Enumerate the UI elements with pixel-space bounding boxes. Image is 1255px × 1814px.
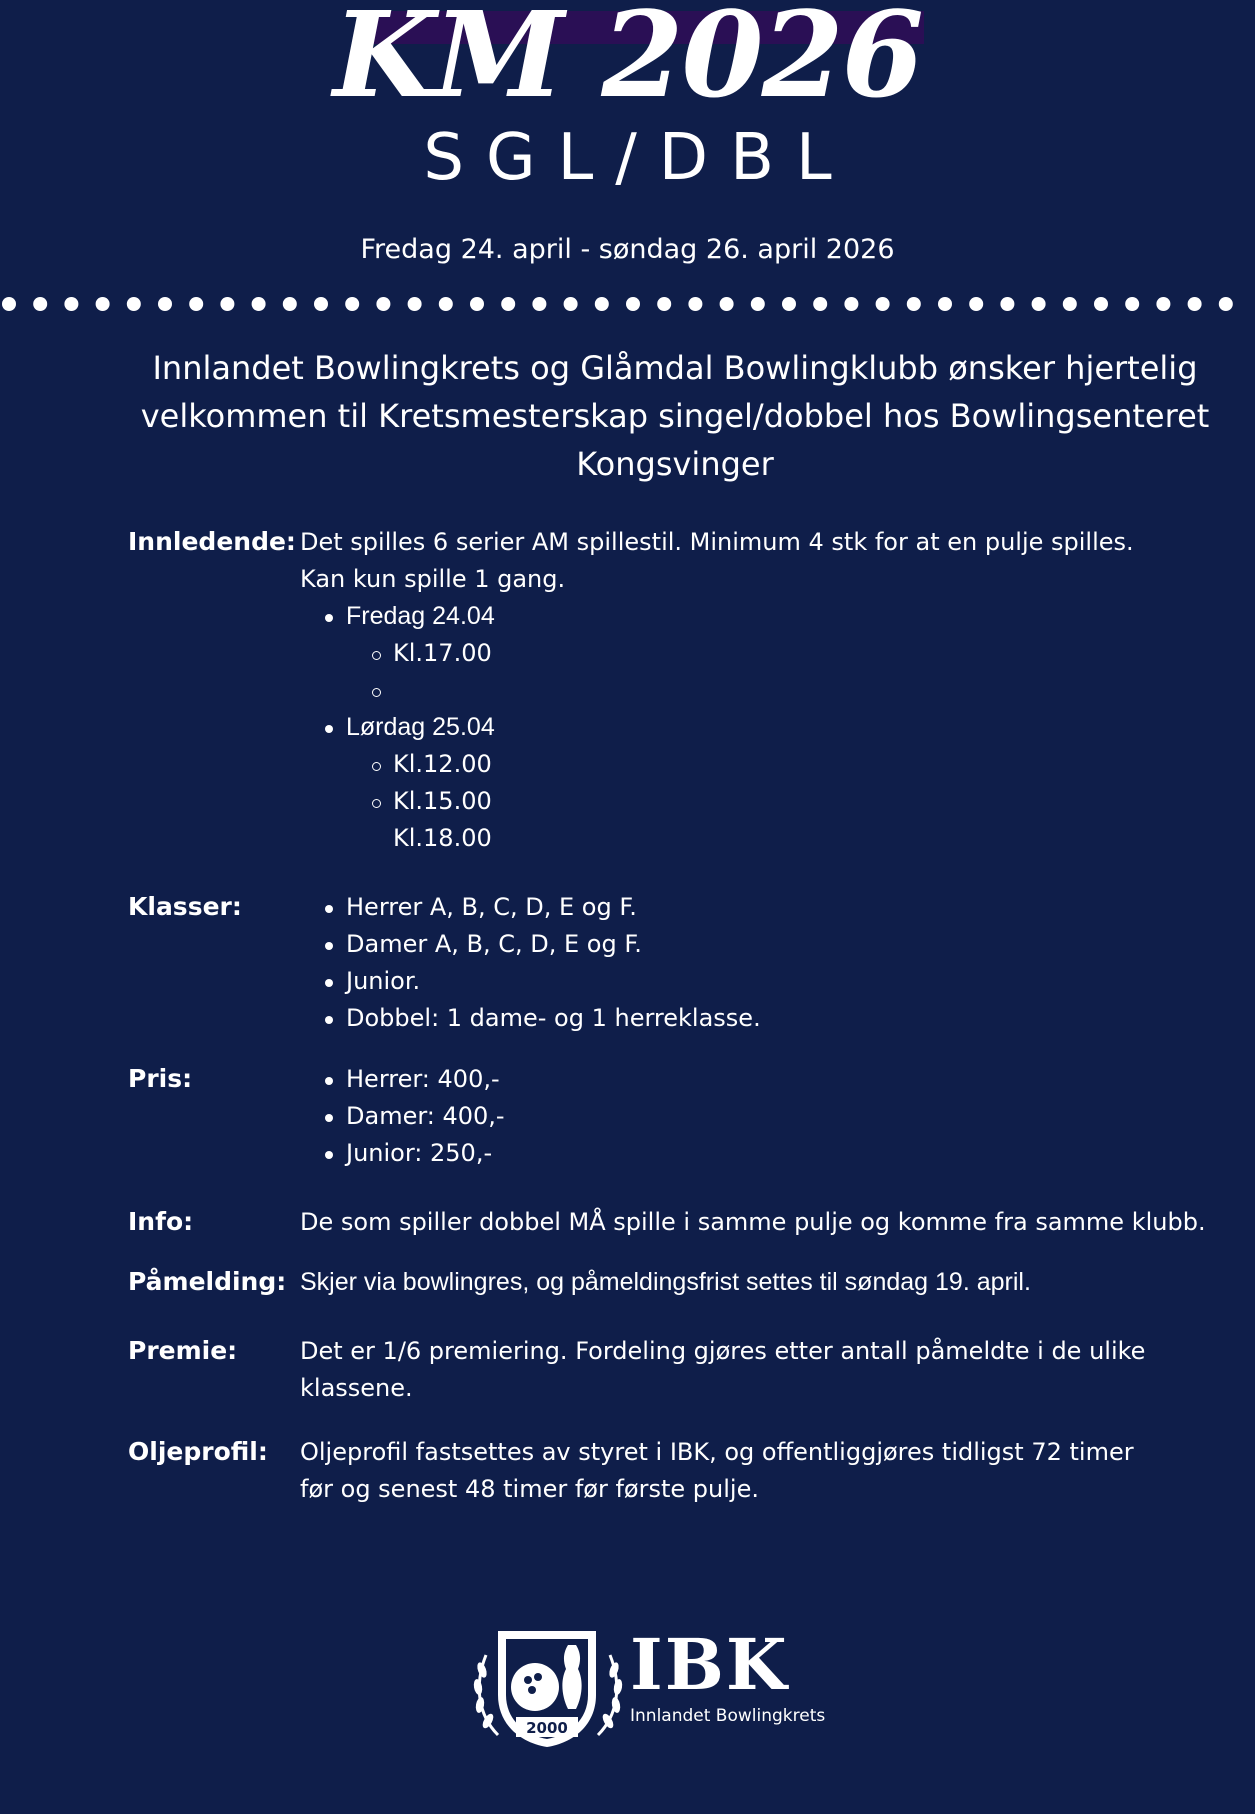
divider-dot bbox=[376, 297, 390, 311]
divider-dot bbox=[252, 297, 266, 311]
time-list bbox=[370, 635, 1225, 709]
list-item: Damer A, B, C, D, E og F. bbox=[322, 926, 1225, 963]
list-item-time: Kl.12.00 bbox=[370, 746, 1225, 783]
divider-dot bbox=[439, 297, 453, 311]
divider-dot bbox=[532, 297, 546, 311]
section-content bbox=[300, 524, 1225, 857]
section-label: Pris: bbox=[128, 1064, 193, 1093]
dot-divider bbox=[0, 294, 1255, 314]
logo-name: IBK bbox=[630, 1623, 789, 1706]
list-item: Junior. bbox=[322, 963, 1225, 1000]
divider-dot bbox=[220, 297, 234, 311]
divider-dot bbox=[813, 297, 827, 311]
klasser-list bbox=[322, 889, 1225, 1037]
divider-dot bbox=[189, 297, 203, 311]
divider-dot bbox=[1188, 297, 1202, 311]
section-label: Info: bbox=[128, 1207, 194, 1236]
divider-dot bbox=[96, 297, 110, 311]
divider-dot bbox=[314, 297, 328, 311]
divider-dot bbox=[688, 297, 702, 311]
schedule-list bbox=[322, 598, 1225, 857]
divider-dot bbox=[283, 297, 297, 311]
ibk-logo bbox=[468, 1625, 828, 1750]
list-item: Damer: 400,- bbox=[322, 1098, 1225, 1135]
intro-text: Innlandet Bowlingkrets og Glåmdal Bowlingklubb ønsker hjertelig velkommen til Kretsmesterskap singel/dobbel hos Bowlingsenteret Kongsvinger bbox=[140, 349, 1210, 483]
divider-dot bbox=[1094, 297, 1108, 311]
event-date: Fredag 24. april - søndag 26. april 2026 bbox=[360, 234, 895, 265]
list-item-time: Kl.15.00 bbox=[370, 783, 1225, 820]
section-content: De som spiller dobbel MÅ spille i samme pulje og komme fra samme klubb. bbox=[300, 1208, 1206, 1236]
divider-dot bbox=[408, 297, 422, 311]
divider-dot bbox=[1125, 297, 1139, 311]
divider-dot bbox=[969, 297, 983, 311]
section-content bbox=[300, 1333, 1225, 1407]
divider-dot bbox=[564, 297, 578, 311]
premie-line-2: klassene. bbox=[300, 1374, 413, 1402]
list-item-time: Kl.18.00 bbox=[393, 824, 492, 852]
divider-dot bbox=[1000, 297, 1014, 311]
divider-dot bbox=[2, 297, 16, 311]
divider-dot bbox=[751, 297, 765, 311]
divider-dot bbox=[345, 297, 359, 311]
page-subtitle: SGL/DBL bbox=[423, 121, 854, 195]
bowling-badge-icon bbox=[468, 1625, 628, 1750]
divider-dot bbox=[657, 297, 671, 311]
list-item: Herrer A, B, C, D, E og F. bbox=[322, 889, 1225, 926]
divider-dot bbox=[876, 297, 890, 311]
list-item-time-empty bbox=[370, 672, 1225, 709]
divider-dot bbox=[1156, 297, 1170, 311]
section-content: Skjer via bowlingres, og påmeldingsfrist settes til søndag 19. april. bbox=[300, 1268, 1031, 1296]
day-label: Lørdag 25.04 bbox=[346, 713, 495, 741]
divider-dot bbox=[782, 297, 796, 311]
section-content bbox=[300, 1061, 1225, 1172]
list-item: Dobbel: 1 dame- og 1 herreklasse. bbox=[322, 1000, 1225, 1037]
section-label: Klasser: bbox=[128, 892, 242, 921]
list-item-day bbox=[322, 709, 1225, 857]
title-block bbox=[0, 0, 1255, 124]
section-label: Oljeprofil: bbox=[128, 1437, 268, 1466]
innledende-line-1: Det spilles 6 serier AM spillestil. Minimum 4 stk for at en pulje spilles. bbox=[300, 528, 1134, 556]
list-item-day bbox=[322, 598, 1225, 709]
divider-dot bbox=[470, 297, 484, 311]
section-label: Påmelding: bbox=[128, 1267, 287, 1296]
list-item-time: Kl.17.00 bbox=[370, 635, 1225, 672]
section-content bbox=[300, 889, 1225, 1037]
divider-dot bbox=[501, 297, 515, 311]
divider-dot bbox=[626, 297, 640, 311]
section-content bbox=[300, 1434, 1225, 1508]
pris-list bbox=[322, 1061, 1225, 1172]
divider-dot bbox=[64, 297, 78, 311]
day-label: Fredag 24.04 bbox=[346, 602, 495, 630]
premie-line-1: Det er 1/6 premiering. Fordeling gjøres etter antall påmeldte i de ulike bbox=[300, 1337, 1146, 1365]
logo-subtitle: Innlandet Bowlingkrets bbox=[630, 1706, 826, 1726]
page-title: KM 2026 bbox=[333, 0, 922, 124]
divider-dot bbox=[1219, 297, 1233, 311]
logo-year: 2000 bbox=[526, 1719, 568, 1737]
divider-dot bbox=[1063, 297, 1077, 311]
section-label: Premie: bbox=[128, 1336, 238, 1365]
divider-dot bbox=[127, 297, 141, 311]
oljeprofil-line-1: Oljeprofil fastsettes av styret i IBK, og offentliggjøres tidligst 72 timer bbox=[300, 1438, 1134, 1466]
list-item: Herrer: 400,- bbox=[322, 1061, 1225, 1098]
divider-dot bbox=[158, 297, 172, 311]
divider-dot bbox=[1032, 297, 1046, 311]
list-item: Junior: 250,- bbox=[322, 1135, 1225, 1172]
divider-dot bbox=[720, 297, 734, 311]
time-list bbox=[370, 746, 1225, 857]
divider-dot bbox=[595, 297, 609, 311]
section-label: Innledende: bbox=[128, 527, 296, 556]
divider-dot bbox=[907, 297, 921, 311]
innledende-line-2: Kan kun spille 1 gang. bbox=[300, 565, 566, 593]
divider-dot bbox=[938, 297, 952, 311]
divider-dot bbox=[844, 297, 858, 311]
divider-dot bbox=[33, 297, 47, 311]
oljeprofil-line-2: før og senest 48 timer før første pulje. bbox=[300, 1475, 759, 1503]
